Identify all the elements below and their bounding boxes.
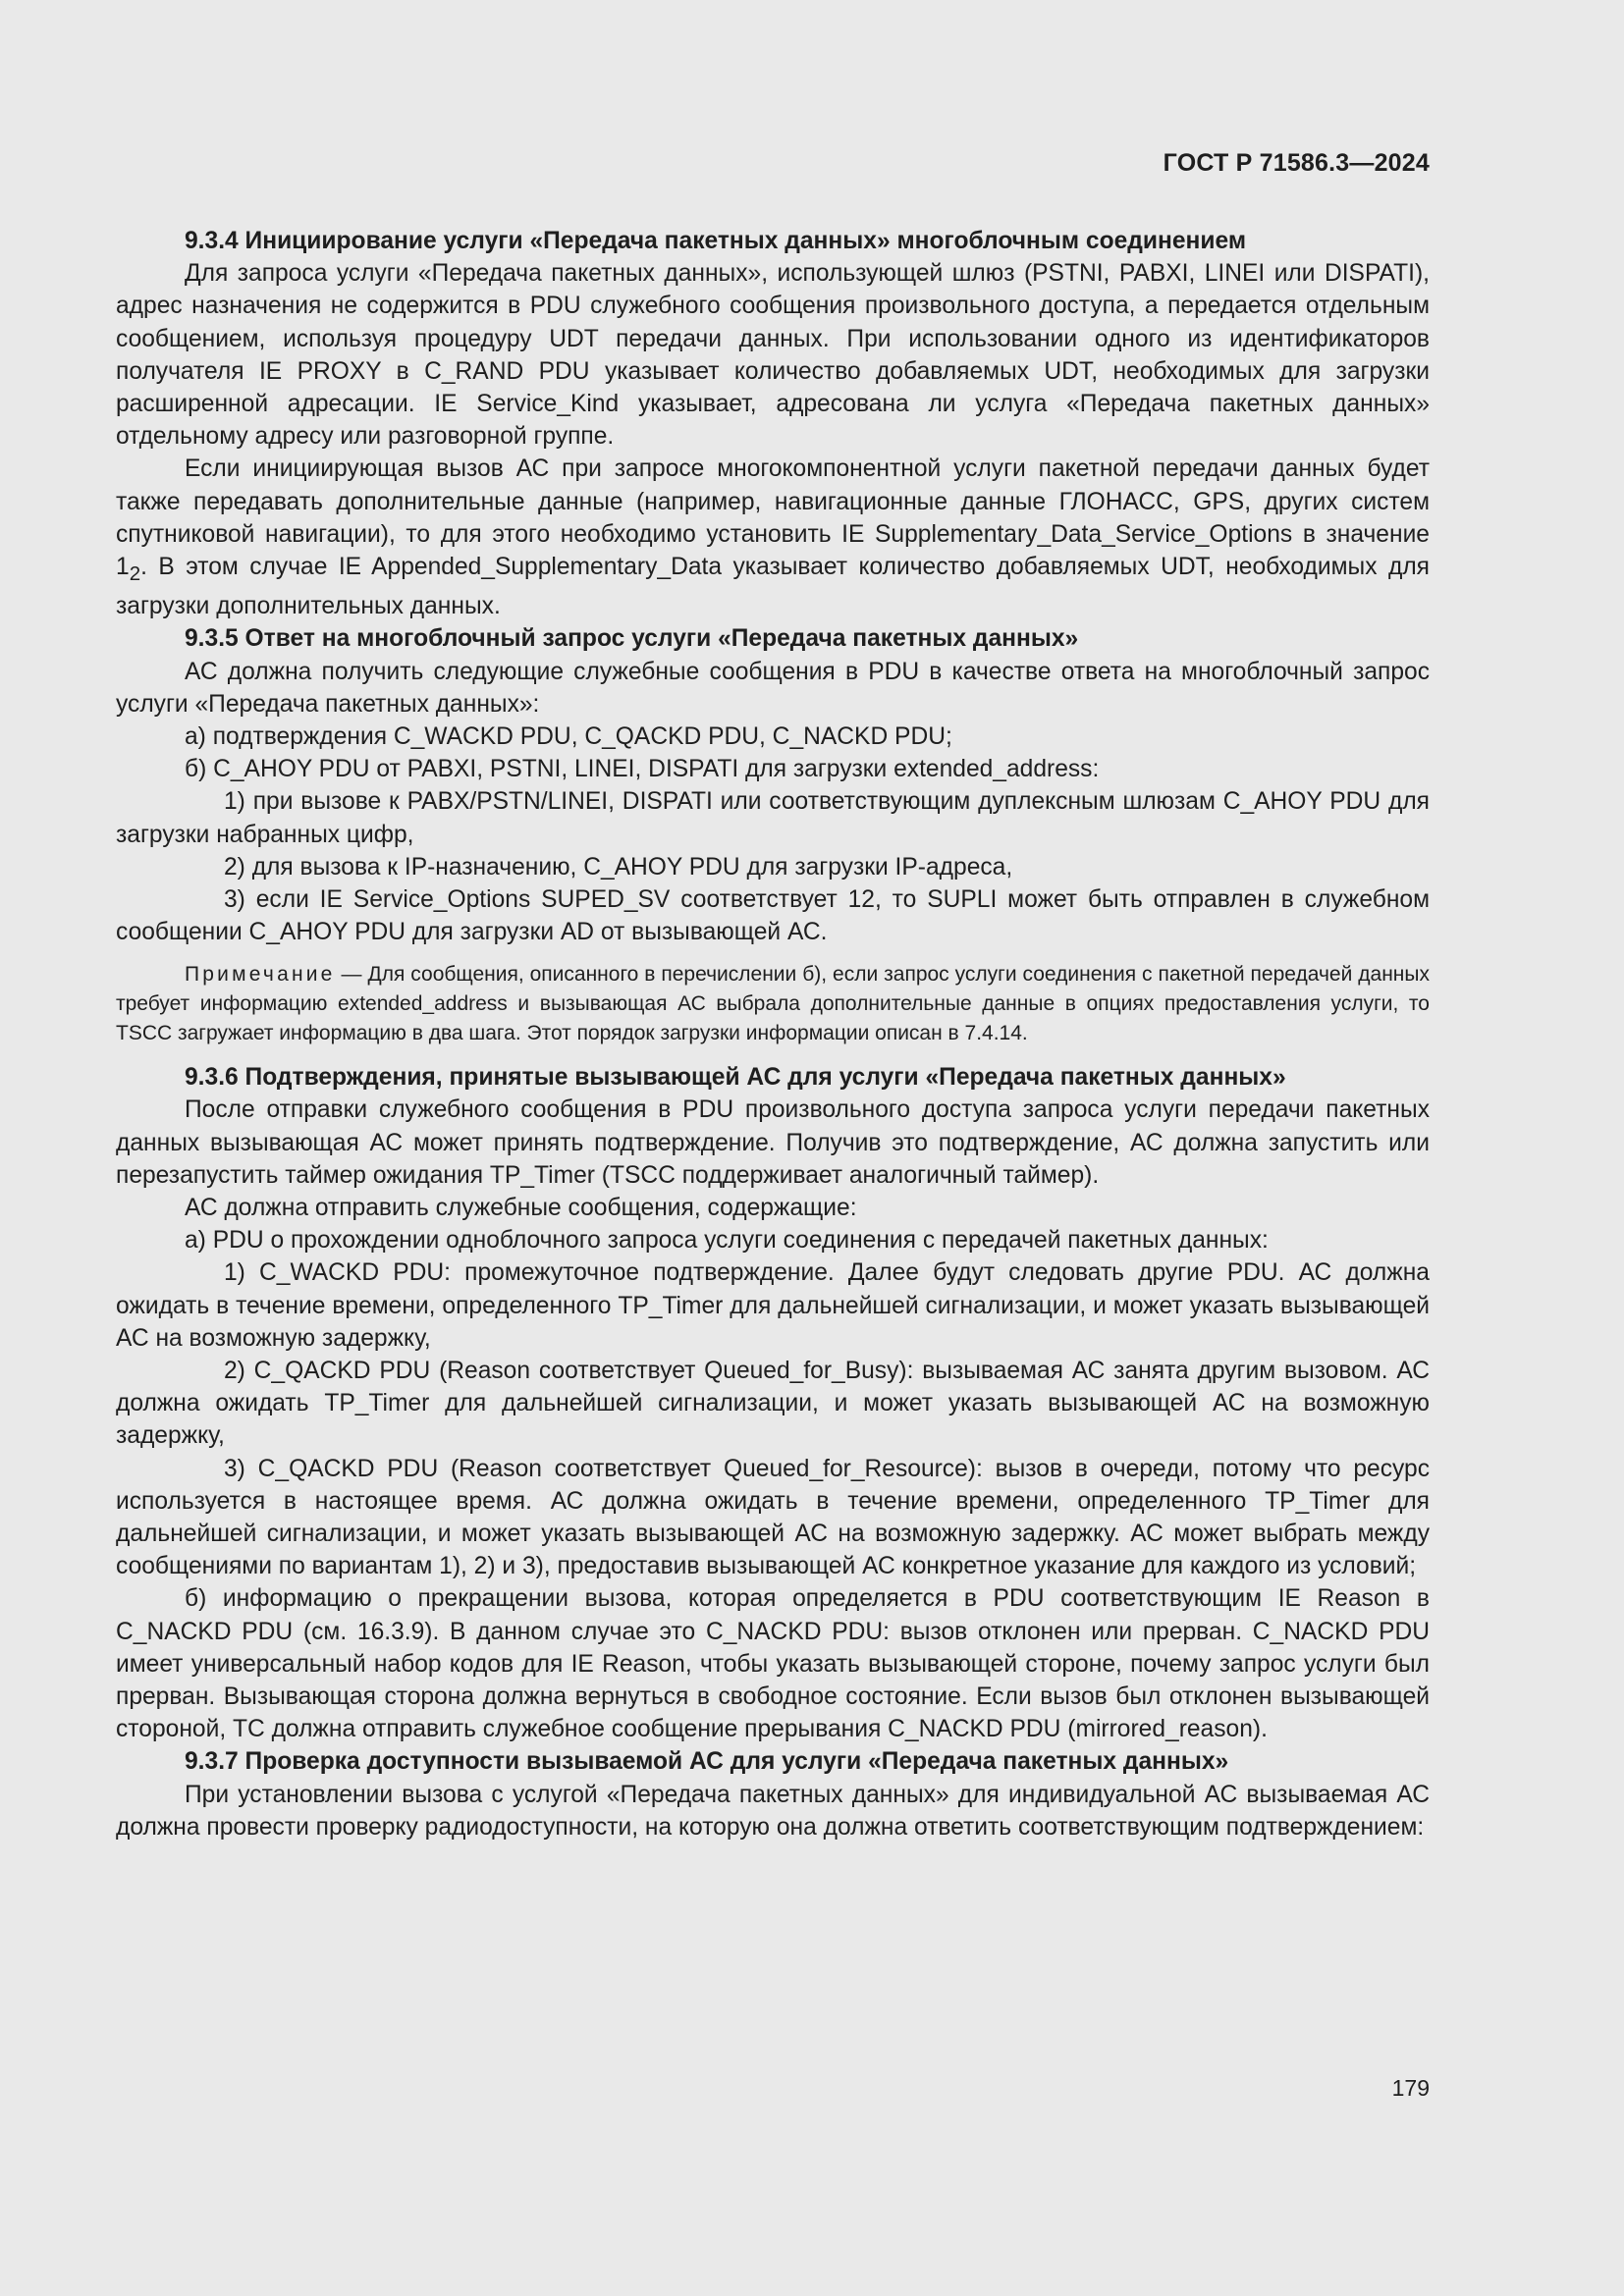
- paragraph: При установлении вызова с услугой «Передача пакетных данных» для индивидуальной АС вызываемая АС должна провести проверку радиодоступности, на которую она должна ответить соответствующим подтверждением:: [116, 1781, 1430, 1841]
- page-number: 179: [1391, 2075, 1430, 2101]
- sub-list-item: 2) для вызова к IP-назначению, C_AHOY PDU для загрузки IP-адреса,: [224, 853, 1013, 881]
- list-item: б) информацию о прекращении вызова, которая определяется в PDU соответствующим IE Reason в C_NACKD PDU (см. 16.3.9). В данном случае это C_NACKD PDU: вызов отклонен или прерван. C_NACKD PDU имеет универсальный набор кодов для IE Reason, чтобы указать вызывающей стороне, почему запрос услуги был прерван. Вызывающая сторона должна вернуться в свободное состояние. Если вызов был отклонен вызывающей стороной, ТС должна отправить служебное сообщение прерывания C_NACKD PDU (mirrored_reason).: [116, 1585, 1430, 1743]
- document-header: ГОСТ Р 71586.3—2024: [1163, 149, 1430, 177]
- subscript: 2: [129, 561, 141, 585]
- note: Примечание — Для сообщения, описанного в перечислении б), если запрос услуги соединения с пакетной передачей данных требует информацию extended_address и вызывающая АС выбрала дополнительные данные в опциях предоставления услуги, то TSCC загружает информацию в два шага. Этот порядок загрузки информации описан в 7.4.14.: [116, 963, 1430, 1044]
- sub-list-item: 1) при вызове к PABX/PSTN/LINEI, DISPATI или соответствующим дуплексным шлюзам C_AHOY PDU для загрузки набранных цифр,: [116, 788, 1430, 848]
- document-body: [116, 225, 1430, 1843]
- sub-list-item: 1) C_WACKD PDU: промежуточное подтверждение. Далее будут следовать другие PDU. АС должна ожидать в течение времени, определенного TP_Timer для дальнейшей сигнализации, и может указать вызывающей АС на возможную задержку,: [116, 1259, 1430, 1352]
- sub-list-item: 3) если IE Service_Options SUPED_SV соответствует 12, то SUPLI может быть отправлен в служебном сообщении C_AHOY PDU для загрузки AD от вызывающей АС.: [116, 885, 1430, 946]
- paragraph: Для запроса услуги «Передача пакетных данных», использующей шлюз (PSTNI, PABXI, LINEI или DISPATI), адрес назначения не содержится в PDU служебного сообщения произвольного доступа, а передается отдельным сообщением, используя процедуру UDT передачи данных. При использовании одного из идентификаторов получателя IE PROXY в C_RAND PDU указывает количество добавляемых UDT, необходимых для загрузки расширенной адресации. IE Service_Kind указывает, адресована ли услуга «Передача пакетных данных» отдельному адресу или разговорной группе.: [116, 260, 1430, 451]
- note-label: Примечание: [185, 963, 336, 987]
- list-item: б) C_AHOY PDU от PABXI, PSTNI, LINEI, DISPATI для загрузки extended_address:: [185, 756, 1100, 783]
- section-heading-9-3-7: 9.3.7 Проверка доступности вызываемой АС для услуги «Передача пакетных данных»: [185, 1748, 1229, 1776]
- sub-list-item: 3) C_QACKD PDU (Reason соответствует Queued_for_Resource): вызов в очереди, потому что ресурс используется в настоящее время. АС должна ожидать в течение времени, определенного TP_Timer для дальнейшей сигнализации, и может указать вызывающей АС на возможную задержку. АС может выбрать между сообщениями по вариантам 1), 2) и 3), предоставив вызывающей АС конкретное указание для каждого из условий;: [116, 1455, 1430, 1580]
- paragraph: АС должна отправить служебные сообщения, содержащие:: [185, 1194, 857, 1221]
- paragraph: АС должна получить следующие служебные сообщения в PDU в качестве ответа на многоблочный запрос услуги «Передача пакетных данных»:: [116, 658, 1430, 718]
- list-item: а) PDU о прохождении одноблочного запроса услуги соединения с передачей пакетных данных:: [185, 1227, 1269, 1255]
- section-heading-9-3-6: 9.3.6 Подтверждения, принятые вызывающей АС для услуги «Передача пакетных данных»: [185, 1064, 1286, 1092]
- section-heading-9-3-5: 9.3.5 Ответ на многоблочный запрос услуги «Передача пакетных данных»: [185, 625, 1079, 653]
- paragraph-with-subscript: Если инициирующая вызов АС при запросе многокомпонентной услуги пакетной передачи данных будет также передавать дополнительные данные (например, навигационные данные ГЛОНАСС, GPS, других систем спутниковой навигации), то для этого необходимо установить IE Supplementary_Data_Service_Options в значение $1_2$. В этом случае IE Appended_Supplementary_Data указывает количество добавляемых UDT, необходимых для загрузки дополнительных данных.: [116, 455, 1430, 620]
- sub-list-item: 2) C_QACKD PDU (Reason соответствует Queued_for_Busy): вызываемая АС занята другим вызовом. АС должна ожидать TP_Timer для дальнейшей сигнализации, и может указать вызывающей АС на возможную задержку,: [116, 1357, 1430, 1450]
- section-heading-9-3-4: 9.3.4 Инициирование услуги «Передача пакетных данных» многоблочным соединением: [185, 228, 1247, 254]
- paragraph: После отправки служебного сообщения в PDU произвольного доступа запроса услуги передачи пакетных данных вызывающая АС может принять подтверждение. Получив это подтверждение, АС должна запустить или перезапустить таймер ожидания TP_Timer (TSCC поддерживает аналогичный таймер).: [116, 1096, 1430, 1189]
- list-item: а) подтверждения C_WACKD PDU, C_QACKD PDU, C_NACKD PDU;: [185, 722, 952, 750]
